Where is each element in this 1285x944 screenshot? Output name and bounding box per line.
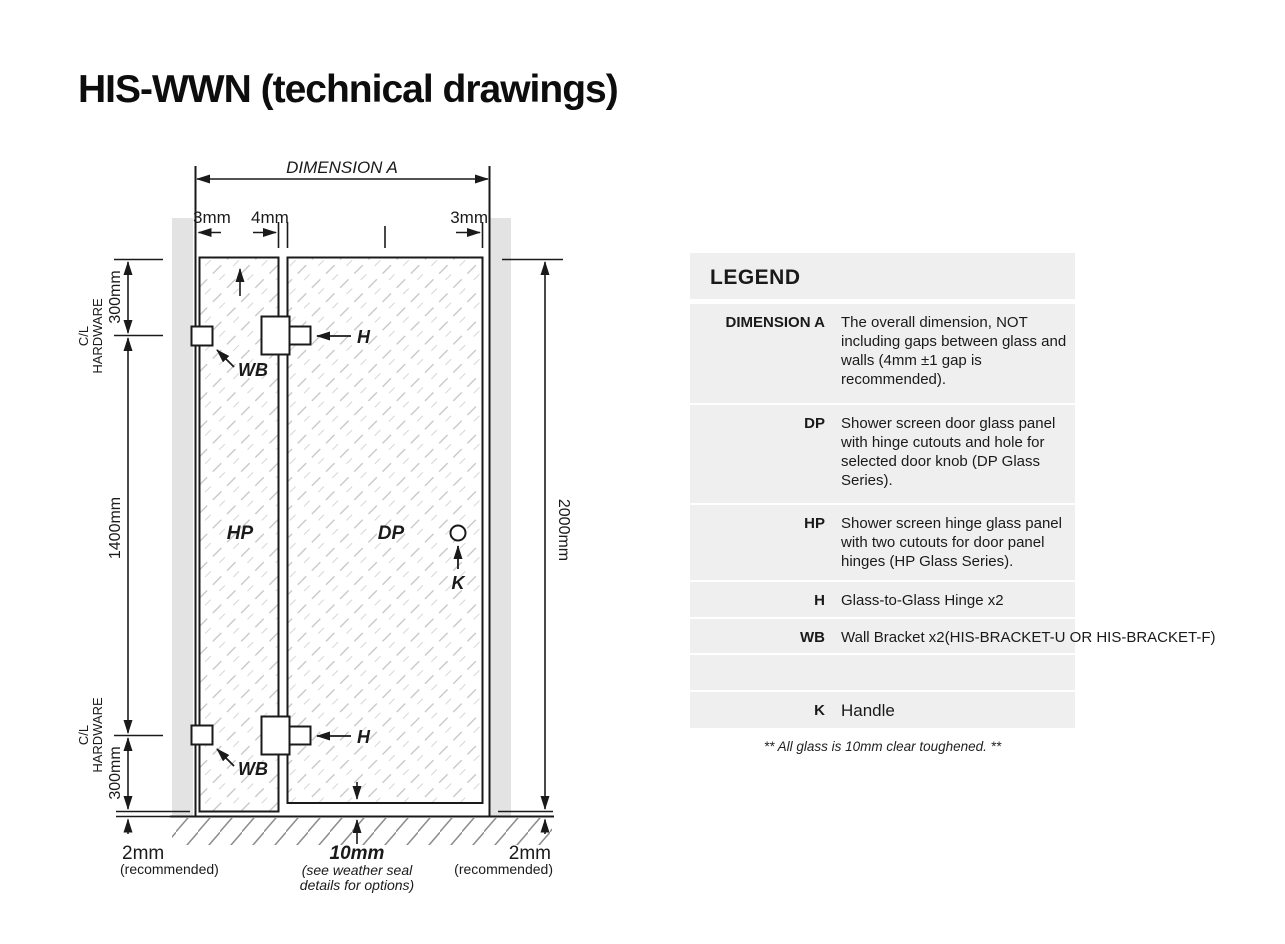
gap-right-label: 3mm xyxy=(450,208,488,227)
wb-label-top: WB xyxy=(238,360,268,380)
floor-gap-left-note: (recommended) xyxy=(120,861,219,877)
legend-description: Handle xyxy=(841,701,895,720)
wall-left xyxy=(172,218,193,816)
legend-row-h xyxy=(690,580,1075,617)
cl-hardware-top-label xyxy=(76,298,105,374)
wall-bracket-bottom xyxy=(192,726,213,745)
legend-row-hp xyxy=(690,503,1075,580)
legend-term: DIMENSION A xyxy=(725,314,825,331)
panel-hp-label: HP xyxy=(226,523,254,544)
dim-1400-label: 1400mm xyxy=(107,496,124,560)
legend-term: WB xyxy=(800,629,825,646)
legend-row-dimension-a xyxy=(690,302,1075,403)
legend-panel xyxy=(690,253,1216,728)
gap-middle-label: 4mm xyxy=(251,208,289,227)
h-label-top: H xyxy=(357,327,370,347)
svg-text:HARDWARE: HARDWARE xyxy=(90,298,105,374)
legend-description: Shower screen door glass panel with hinge cutouts and hole for selected door knob (DP Glass Series). xyxy=(841,415,1056,489)
page-title: HIS-WWN (technical drawings) xyxy=(78,68,618,111)
wall-bracket-top xyxy=(192,327,213,346)
glass-footnote: ** All glass is 10mm clear toughened. ** xyxy=(763,739,1002,754)
floor-gap-center-note1: (see weather seal xyxy=(301,862,413,878)
legend-term: DP xyxy=(804,415,825,432)
legend-term xyxy=(690,664,825,690)
wb-label-bottom: WB xyxy=(238,759,268,779)
floor-hatching xyxy=(172,818,552,845)
floor-gap-left-value: 2mm xyxy=(122,843,165,864)
handle-hole xyxy=(451,526,466,541)
k-label: K xyxy=(451,573,465,593)
floor-gap-center-note2: details for options) xyxy=(299,877,415,893)
dim-bottom-300-label: 300mm xyxy=(107,746,124,800)
svg-text:C/L: C/L xyxy=(76,724,91,746)
legend-description: The overall dimension, NOT including gaps between glass and walls (4mm ±1 gap is recommended). xyxy=(841,314,1067,388)
legend-term: K xyxy=(814,702,825,719)
dimension-a-label: DIMENSION A xyxy=(286,158,398,177)
legend-description: Glass-to-Glass Hinge x2 xyxy=(841,592,1004,609)
legend-description: Wall Bracket x2(HIS-BRACKET-U OR HIS-BRACKET-F) xyxy=(841,629,1216,646)
floor-gap-right-note: (recommended) xyxy=(454,861,553,877)
gap-left-label: 3mm xyxy=(193,208,231,227)
wall-right xyxy=(490,218,511,816)
floor-gap-right-value: 2mm xyxy=(508,843,551,864)
legend-row-k xyxy=(690,690,1075,728)
cl-hardware-bottom-label xyxy=(76,697,105,773)
legend-description: Shower screen hinge glass panel with two cutouts for door panel hinges (HP Glass Series). xyxy=(841,515,1062,570)
legend-row-empty xyxy=(690,653,1075,690)
panel-dp-label: DP xyxy=(377,523,405,544)
h-label-bottom: H xyxy=(357,727,370,747)
legend-title: LEGEND xyxy=(690,253,1075,302)
svg-text:HARDWARE: HARDWARE xyxy=(90,697,105,773)
dim-top-300-label: 300mm xyxy=(107,270,124,324)
floor-gap-center-value: 10mm xyxy=(329,843,385,864)
legend-term: HP xyxy=(804,515,825,532)
dim-height-label: 2000mm xyxy=(555,498,572,562)
legend-row-dp xyxy=(690,403,1075,503)
legend-term: H xyxy=(814,592,825,609)
svg-text:C/L: C/L xyxy=(76,325,91,347)
legend-description xyxy=(841,664,1073,690)
legend-row-wb xyxy=(690,617,1216,653)
